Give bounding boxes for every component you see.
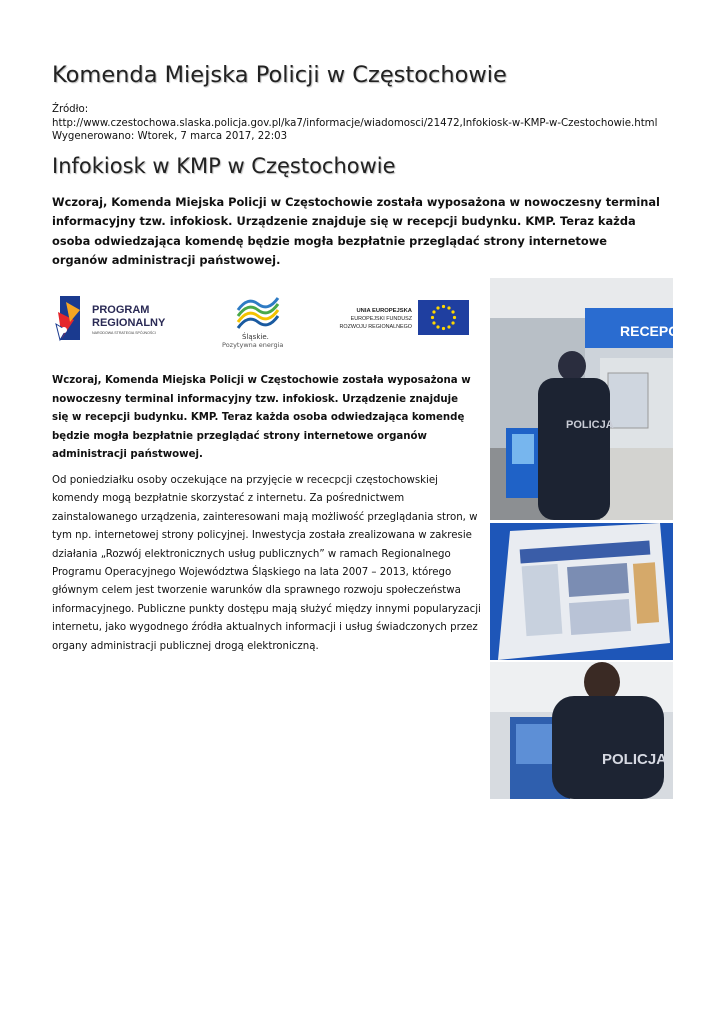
uniform-text-2: POLICJA: [602, 751, 668, 768]
article-lead: Wczoraj, Komenda Miejska Policji w Częstochowie została wyposażona w nowoczesny terminal informacyjny tzw. infokiosk. Urządzenie znajduje się w recepcji budynku. KMP. Teraz każda osoba odwiedzająca komendę będzie mogła bezpłatnie przeglądać strony internetowe organów administracji państwowej.: [52, 195, 660, 268]
reception-sign: RECEPCJA: [620, 323, 697, 339]
eu-star-icon: [432, 310, 435, 313]
slaskie-tagline: Pozytywna energia: [222, 341, 284, 349]
article-lead-repeat: Wczoraj, Komenda Miejska Policji w Częstochowie została wyposażona w nowoczesny terminal informacyjny tzw. infokiosk. Urządzenie znajduje się w recepcji budynku. KMP. Teraz każda osoba odwiedzająca komendę będzie mogła bezpłatnie przeglądać strony internetowe organów administracji państwowej.: [52, 375, 471, 460]
source-block: [52, 103, 657, 144]
source-label: Źródło:: [52, 104, 89, 115]
generated-date: Wygenerowano: Wtorek, 7 marca 2017, 22:03: [52, 131, 288, 142]
eu-star-icon: [442, 305, 445, 308]
article-title: Infokiosk w KMP w Częstochowie: [52, 154, 396, 178]
photo-reception-kiosk: [490, 278, 697, 520]
slaskie-logo: [222, 298, 283, 349]
program-line2: REGIONALNY: [92, 317, 166, 329]
program-line1: PROGRAM: [92, 304, 150, 316]
photo-kiosk-screen: [490, 523, 673, 660]
article-body: Od poniedziałku osoby oczekujące na przyjęcie w rececpcji częstochowskiej komendy mogą bezpłatnie skorzystać z internetu. Za pośrednictwem zainstalowanego urządzenia, zainteresowani mają możliwość przeglądania stron, w tym np. internetowej strony policyjnej. Inwestycja została zrealizowana w zakresie działania „Rozwój elektronicznych usług publicznych” w ramach Regionalnego Programu Operacyjnego Województwa Śląskiego na lata 2007 – 2013, którego głównym celem jest tworzenie warunków dla sprawnego rozwoju społeczeństwa informacyjnego. Publiczne punkty dostępu mają służyć między innymi popularyzacji internetu, jako wygodnego źródła aktualnych informacji i usług świadczonych przez organy administracji publicznej drogą elektroniczną.: [52, 475, 481, 652]
eu-star-icon: [442, 327, 445, 330]
eu-line1: UNIA EUROPEJSKA: [356, 308, 412, 314]
eu-star-icon: [436, 325, 439, 328]
eu-line3: ROZWOJU REGIONALNEGO: [339, 324, 412, 330]
eu-star-icon: [436, 306, 439, 309]
program-sub: NARODOWA STRATEGIA SPÓJNOŚCI: [92, 331, 156, 335]
eu-logo: [340, 300, 469, 335]
eu-star-icon: [447, 306, 450, 309]
eu-star-icon: [451, 310, 454, 313]
source-url[interactable]: http://www.czestochowa.slaska.policja.gov.pl/ka7/informacje/wiadomosci/21472,Infokiosk-w-KMP-w-Czestochowie.html: [52, 117, 658, 129]
logos-strip: [52, 290, 477, 350]
site-title: Komenda Miejska Policji w Częstochowie: [52, 62, 507, 88]
eu-star-icon: [431, 316, 434, 319]
eu-line2: EUROPEJSKI FUNDUSZ: [350, 316, 412, 322]
eu-star-icon: [447, 325, 450, 328]
eu-star-icon: [451, 321, 454, 324]
eu-star-icon: [453, 316, 456, 319]
eu-star-icon: [432, 321, 435, 324]
slaskie-name: Śląskie.: [242, 333, 269, 341]
program-regionalny-logo: [56, 296, 166, 340]
uniform-text-1: POLICJA: [566, 419, 614, 431]
photo-policeman-kiosk: [490, 662, 673, 799]
